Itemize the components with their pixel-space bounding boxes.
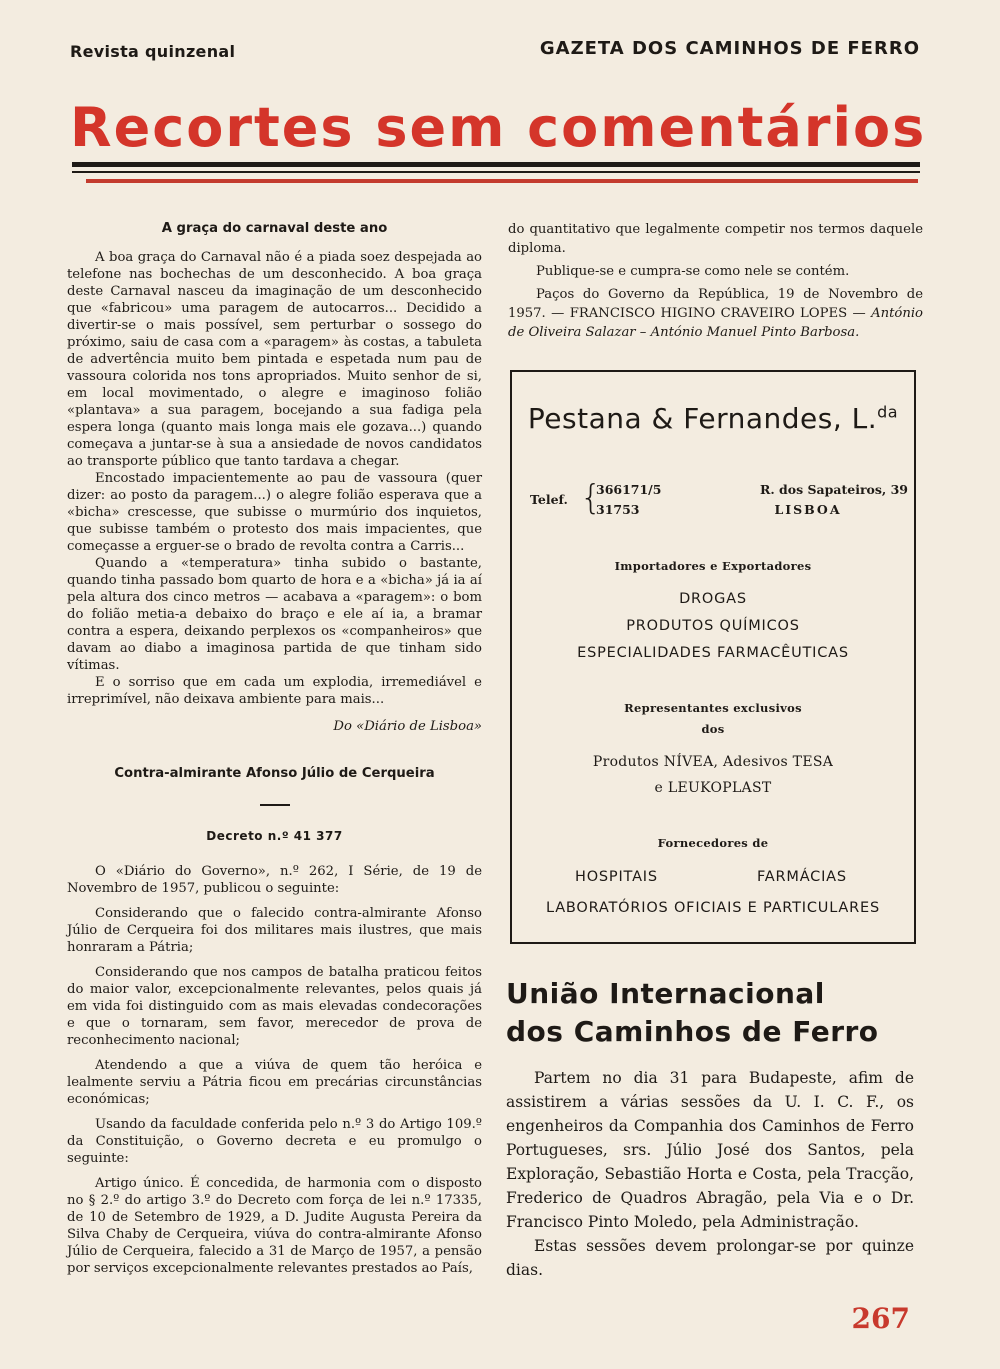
article-title-cerqueira: Contra-almirante Afonso Júlio de Cerqueira — [114, 766, 435, 781]
signature-names: António de Oliveira Salazar – António Manuel Pinto Barbosa. — [508, 306, 923, 340]
ad-client-laboratories: LABORATÓRIOS OFICIAIS E PARTICULARES — [546, 900, 880, 916]
ad-city: LISBOA — [774, 502, 842, 517]
uic-paragraph: Partem no dia 31 para Budapeste, afim de assistirem a várias sessões da U. I. C. F., os engenheiros da Companhia dos Caminhos de Ferro Portugueses, srs. Júlio José dos Santos, pela Exploração, Sebastião Horta e Costa, pela Tracção, Frederico de Quadros Abragão, pela Via e o Dr. Francisco Pinto Moledo, pela Administração. — [506, 1069, 914, 1231]
decree-paragraph: Considerando que nos campos de batalha praticou feitos do maior valor, excepcionalmente relevantes, pelos quais já em vida foi distinguido com as mais elevadas condecorações e que o tornaram, sem favor, merecedor de prova de reconhecimento nacional; — [67, 965, 482, 1048]
decree-paragraph: Atendendo a que a viúva de quem tão heróica e lealmente serviu a Pátria ficou em precárias circunstâncias económicas; — [67, 1058, 482, 1107]
uic-paragraph: Estas sessões devem prolongar-se por quinze dias. — [506, 1237, 914, 1279]
telephone-label: Telef. — [530, 492, 568, 507]
advertisement-box — [510, 370, 916, 944]
right-column — [508, 220, 923, 342]
ad-company-sup: da — [877, 402, 899, 422]
telephone-number-1: 366171/5 — [596, 482, 662, 497]
decree-paragraph: Artigo único. É concedida, de harmonia com o disposto no § 2.º do artigo 3.º do Decreto com força de lei n.º 17335, de 10 de Setembro de 1929, a D. Judite Augusta Pereira da Silva Chaby de Cerqueira, viúva do contra-almirante Afonso Júlio de Cerqueira, falecido a 31 de Março de 1957, a pensão por serviços excepcionalmente relevantes prestados ao País, — [67, 1176, 482, 1276]
article-paragraph: A boa graça do Carnaval não é a piada soez despejada ao telefone nas bochechas de um desconhecido. A boa graça deste Carnaval nasceu da imaginação de um desconhecido que «fabricou» uma paragem de autocarros... Decidido a divertir-se o mais possível, sem perturbar o sossego do próximo, saiu de casa com a «paragem» às costas, a tabuleta de advertência muito bem pintada e espetada num pau de vassoura colorida nos tons apropriados. Muito senhor de si, em local movimentado, o alegre e imaginoso folião «plantava» a sua paragem, bocejando a sua fadiga pela espera longa (quanto mais longa mais ele gozava...) quando começava a juntar-se à sua a ansiedade de novos candidatos ao transporte público que tanto tardava a chegar. — [67, 250, 482, 469]
decree-paragraph: Usando da faculdade conferida pelo n.º 3 do Artigo 109.º da Constituição, o Governo decreta e eu promulgo o seguinte: — [67, 1117, 482, 1166]
ad-company: Pestana & Fernandes, L. — [527, 402, 878, 435]
decree-continuation: do quantitativo que legalmente competir nos termos daquele diploma. — [508, 222, 923, 256]
banner-rule-red — [86, 179, 918, 183]
article-paragraph: Quando a «temperatura» tinha subido o bastante, quando tinha passado bom quarto de hora e a «bicha» já ia aí pela altura dos cinco metros — acabava a «paragem»: o bom do folião metia-a debaixo do braço e ele aí ia, a bramar contra a espera, deixando perplexos os «companheiros» que davam ao diabo a imaginosa partida de que tinham sido vítimas. — [67, 556, 482, 673]
ad-street-address: R. dos Sapateiros, 39 — [759, 482, 908, 497]
signature-prefix: Paços do Governo da República, 19 de Novembro de 1957. — FRANCISCO HIGINO CRAVEIRO LOPES — — [508, 287, 923, 321]
ad-contact-block — [530, 478, 908, 520]
decree-paragraph: Considerando que o falecido contra-almirante Afonso Júlio de Cerqueira foi dos militares mais ilustres, que mais honraram a Pátria; — [67, 906, 482, 955]
ad-products-line-1: Produtos NÍVEA, Adesivos TESA — [592, 754, 834, 770]
article-paragraph: E o sorriso que em cada um explodia, irremediável e irreprimível, não deixava ambiente para mais... — [67, 675, 482, 707]
article-source: Do «Diário de Lisboa» — [333, 719, 482, 734]
ad-client-pharmacies: FARMÁCIAS — [757, 869, 847, 885]
ad-goods-item: PRODUTOS QUÍMICOS — [626, 618, 800, 634]
page-number: 267 — [851, 1302, 910, 1335]
ad-products-line-2: e LEUKOPLAST — [654, 780, 772, 796]
brace-icon: { — [580, 478, 602, 518]
ad-goods-item: ESPECIALIDADES FARMACÊUTICAS — [577, 645, 849, 661]
telephone-number-2: 31753 — [596, 502, 640, 517]
left-column — [67, 220, 482, 1277]
uic-title-line-1: União Internacional — [506, 977, 825, 1010]
article-paragraph: Encostado impacientemente ao pau de vassoura (quer dizer: ao posto da paragem...) o alegre folião esperava que a «bicha» crescesse, que subisse o murmúrio dos inquietos, que subisse também o protesto dos mais impacientes, que começasse a erguer-se o brado de revolta contra a Carris... — [67, 471, 482, 554]
uic-title-line-2: dos Caminhos de Ferro — [506, 1015, 879, 1048]
ad-company-name — [512, 402, 914, 435]
uic-article-body — [506, 1066, 914, 1282]
decree-paragraph: O «Diário do Governo», n.º 262, I Série, de 19 de Novembro de 1957, publicou o seguinte: — [67, 864, 482, 896]
section-banner: Recortes sem comentários — [70, 96, 927, 159]
article-title-carnaval: A graça do carnaval deste ano — [161, 221, 388, 236]
ad-heading-representatives: Representantes exclusivos — [624, 701, 802, 715]
header-periodicity: Revista quinzenal — [70, 42, 236, 61]
ad-goods-item: DROGAS — [679, 591, 747, 607]
decree-signature — [508, 285, 923, 342]
ad-heading-representatives-sub: dos — [701, 722, 725, 736]
ad-heading-importers: Importadores e Exportadores — [614, 559, 812, 573]
banner-rule-thick — [72, 162, 920, 167]
title-dash-divider — [260, 804, 290, 806]
ad-client-hospitals: HOSPITAIS — [575, 869, 658, 885]
decree-number: Decreto n.º 41 377 — [206, 829, 343, 843]
ad-heading-suppliers: Fornecedores de — [657, 836, 769, 850]
decree-publish: Publique-se e cumpra-se como nele se contém. — [536, 264, 850, 279]
header-publication-title: GAZETA DOS CAMINHOS DE FERRO — [539, 38, 920, 59]
uic-article-title — [506, 975, 926, 1051]
banner-rule-thin — [72, 171, 920, 173]
